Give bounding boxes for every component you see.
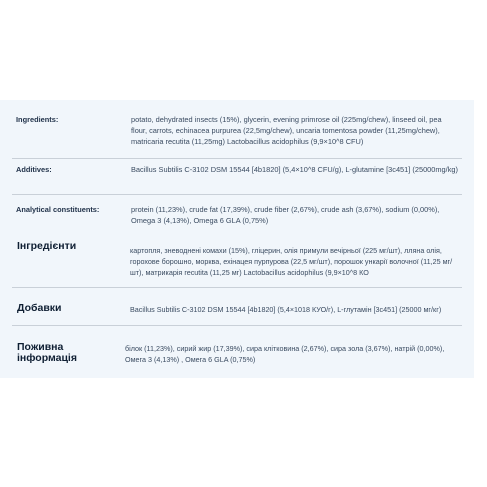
row-value: Bacillus Subtilis C-3102 DSM 15544 [4b1820] (5,4×10^8 CFU/g), L-glutamine [3c451] (25000mg/kg) [131,165,458,174]
row-label: Поживна інформація [17,341,77,364]
row-label: Добавки [17,302,62,314]
row-ingredients-uk [12,241,462,288]
row-label: Additives: [16,165,52,174]
row-nutrition-uk [12,342,462,372]
composition-panel [0,100,474,378]
row-additives-en [12,164,462,195]
row-additives-uk [12,303,462,326]
row-value: білок (11,23%), сирий жир (17,39%), сира клітковина (2,67%), сира зола (3,67%), натрій (0,00%), Омега 3 (4,13%) , Омега 6 GLA (0,75%) [125,344,445,364]
row-label: Ingredients: [16,115,59,124]
row-value: potato, dehydrated insects (15%), glycerin, evening primrose oil (225mg/chew), linseed oil, pea flour, carrots, echinacea purpurea (22,5mg/chew), uncaria tomentosa powder (11,25mg/chew), matricaria recutita (11,25mg) Lactobacillus acidophilus (9,9×10^8 CFU) [131,115,442,146]
row-label: Інгредієнти [17,240,77,252]
row-analytical-en [12,204,462,230]
row-value: Bacillus Subtilis C-3102 DSM 15544 [4b1820] (5,4×1018 КУО/г), L-глутамін [3c451] (25000 мг/кг) [130,305,442,314]
row-ingredients-en [12,114,462,159]
row-value: картопля, зневоднені комахи (15%), гліцерин, олія примули вечірньої (225 мг/шт), лляна олія, горохове борошно, морква, ехінацея пурпурова (22,5 мг/шт), порошок ункарії волочної (11,25 мг/шт), матрикарія recutita (11,25 мг) Lactobacillus acidophilus (9,9×10^8 КО [130,246,453,277]
row-value: protein (11,23%), crude fat (17,39%), crude fiber (2,67%), crude ash (3,67%), sodium (0,00%), Omega 3 (4,13%), Omega 6 GLA (0,75%) [131,205,440,225]
row-label: Analytical constituents: [16,205,100,214]
